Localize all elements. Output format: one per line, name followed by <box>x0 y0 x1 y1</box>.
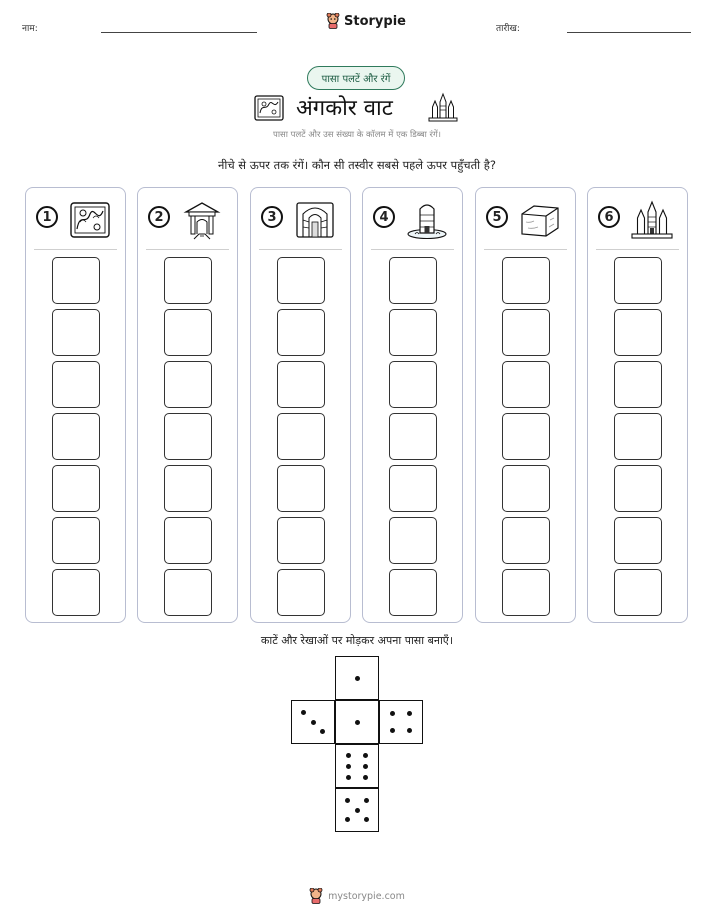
color-box[interactable] <box>277 569 325 616</box>
color-box[interactable] <box>389 309 437 356</box>
angkor-towers-icon <box>630 200 674 240</box>
color-box[interactable] <box>502 517 550 564</box>
color-box[interactable] <box>389 517 437 564</box>
dice-pip <box>320 729 325 734</box>
dice-pip <box>301 710 306 715</box>
column-divider <box>371 249 454 250</box>
color-box[interactable] <box>52 517 100 564</box>
dice-face-4[interactable] <box>379 700 423 744</box>
date-line[interactable] <box>567 32 691 33</box>
dice-face-1[interactable] <box>335 700 379 744</box>
column-5 <box>475 187 576 623</box>
color-box[interactable] <box>277 413 325 460</box>
name-label: नाम: <box>22 24 38 34</box>
color-box[interactable] <box>277 309 325 356</box>
color-box[interactable] <box>614 257 662 304</box>
sandstone-block-icon <box>518 200 562 240</box>
dice-pip <box>363 753 368 758</box>
color-box[interactable] <box>502 257 550 304</box>
stone-tower-icon <box>405 200 449 240</box>
dice-pip <box>355 720 360 725</box>
date-label: तारीख: <box>496 24 520 34</box>
color-box[interactable] <box>164 569 212 616</box>
storypie-mascot-icon <box>309 888 323 904</box>
page-title: अंगकोर वाट <box>296 96 393 121</box>
column-number: 4 <box>373 206 395 228</box>
color-box[interactable] <box>389 465 437 512</box>
color-box[interactable] <box>52 309 100 356</box>
column-divider <box>484 249 567 250</box>
dice-pip <box>311 720 316 725</box>
color-box[interactable] <box>52 569 100 616</box>
column-header <box>251 188 350 250</box>
color-box[interactable] <box>164 517 212 564</box>
column-header <box>138 188 237 250</box>
temple-gate-icon <box>180 200 224 240</box>
color-box[interactable] <box>614 517 662 564</box>
column-4 <box>362 187 463 623</box>
column-header <box>588 188 687 250</box>
dice-pip <box>363 775 368 780</box>
color-box[interactable] <box>502 413 550 460</box>
brand-logo <box>326 13 406 29</box>
column-header <box>26 188 125 250</box>
column-1 <box>25 187 126 623</box>
color-box[interactable] <box>52 361 100 408</box>
column-2 <box>137 187 238 623</box>
column-number: 3 <box>261 206 283 228</box>
column-number: 1 <box>36 206 58 228</box>
subtitle: पासा पलटें और उस संख्या के कॉलम में एक डिब्बा रंगें। <box>273 130 441 140</box>
dice-pip <box>345 817 350 822</box>
dice-pip <box>346 753 351 758</box>
column-header <box>363 188 462 250</box>
dice-face-1[interactable] <box>335 656 379 700</box>
color-box[interactable] <box>614 309 662 356</box>
color-box[interactable] <box>389 361 437 408</box>
dice-pip <box>390 728 395 733</box>
activity-tag: पासा पलटें और रंगें <box>307 66 405 90</box>
column-number: 6 <box>598 206 620 228</box>
color-box[interactable] <box>277 517 325 564</box>
color-box[interactable] <box>614 569 662 616</box>
color-box[interactable] <box>502 309 550 356</box>
storypie-mascot-icon <box>326 13 340 29</box>
dice-face-5[interactable] <box>335 788 379 832</box>
column-3 <box>250 187 351 623</box>
carved-relief-icon <box>68 200 112 240</box>
column-header <box>476 188 575 250</box>
color-box[interactable] <box>277 465 325 512</box>
color-box[interactable] <box>389 569 437 616</box>
color-box[interactable] <box>164 413 212 460</box>
dice-pip <box>363 764 368 769</box>
color-box[interactable] <box>277 361 325 408</box>
dice-pip <box>346 764 351 769</box>
dice-pip <box>407 711 412 716</box>
carved-relief-icon <box>254 95 284 121</box>
color-box[interactable] <box>164 465 212 512</box>
brand-name: Storypie <box>344 13 406 29</box>
footer-site[interactable]: mystorypie.com <box>328 890 405 902</box>
color-box[interactable] <box>614 361 662 408</box>
column-divider <box>146 249 229 250</box>
name-line[interactable] <box>101 32 257 33</box>
dice-pip <box>355 808 360 813</box>
color-box[interactable] <box>52 465 100 512</box>
dice-pip <box>407 728 412 733</box>
color-box[interactable] <box>164 361 212 408</box>
color-box[interactable] <box>52 413 100 460</box>
instruction: नीचे से ऊपर तक रंगें। कौन सी तस्वीर सबसे पहले ऊपर पहुँचती है? <box>217 158 497 172</box>
column-number: 5 <box>486 206 508 228</box>
stone-corridor-icon <box>293 200 337 240</box>
color-box[interactable] <box>614 465 662 512</box>
color-box[interactable] <box>277 257 325 304</box>
column-divider <box>259 249 342 250</box>
column-number: 2 <box>148 206 170 228</box>
color-box[interactable] <box>389 257 437 304</box>
dice-pip <box>355 676 360 681</box>
footer <box>0 888 714 904</box>
color-box[interactable] <box>52 257 100 304</box>
color-box[interactable] <box>164 309 212 356</box>
color-box[interactable] <box>502 361 550 408</box>
angkor-towers-icon <box>428 92 458 122</box>
color-box[interactable] <box>389 413 437 460</box>
color-box[interactable] <box>502 569 550 616</box>
dice-pip <box>364 798 369 803</box>
dice-face-3[interactable] <box>291 700 335 744</box>
column-divider <box>34 249 117 250</box>
color-box[interactable] <box>502 465 550 512</box>
dice-pip <box>390 711 395 716</box>
color-box[interactable] <box>614 413 662 460</box>
dice-pip <box>345 798 350 803</box>
column-divider <box>596 249 679 250</box>
column-6 <box>587 187 688 623</box>
color-box[interactable] <box>164 257 212 304</box>
dice-face-6[interactable] <box>335 744 379 788</box>
dice-pip <box>346 775 351 780</box>
dice-pip <box>364 817 369 822</box>
dice-instruction: काटें और रेखाओं पर मोड़कर अपना पासा बनाएँ। <box>260 634 454 647</box>
